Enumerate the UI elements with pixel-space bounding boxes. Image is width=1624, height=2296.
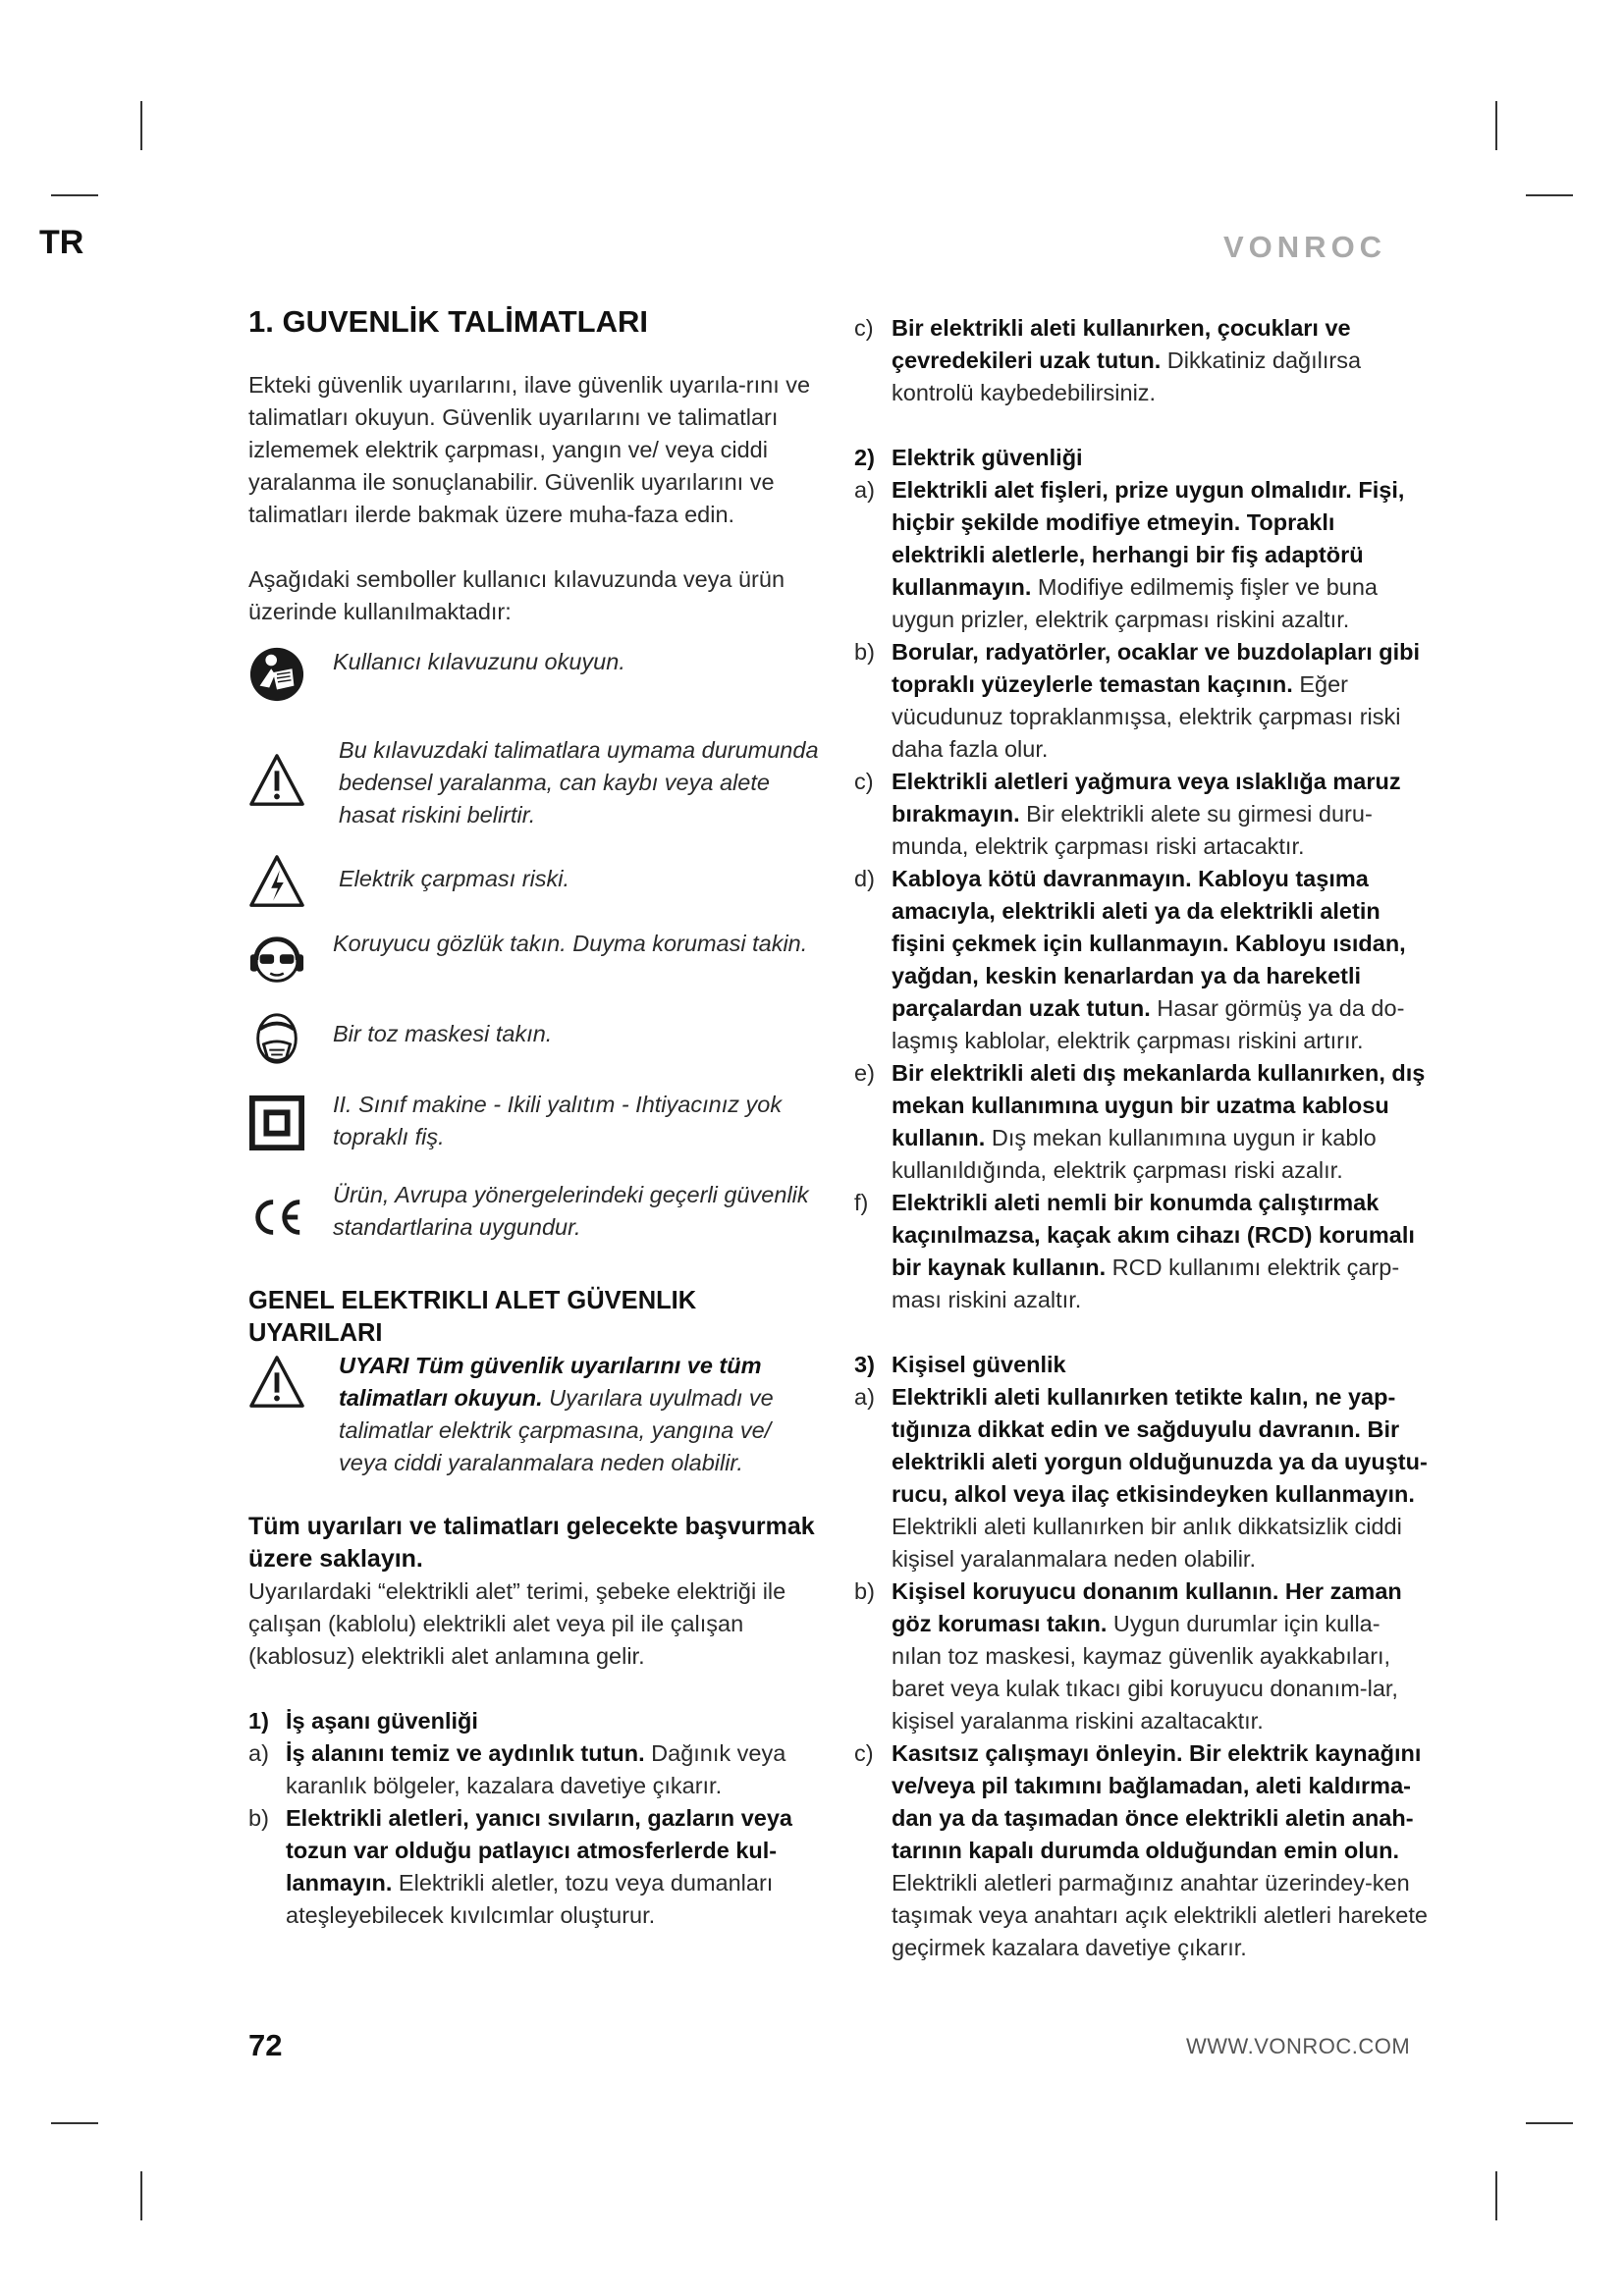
section-number: 1) [248, 1708, 269, 1734]
item-bold: Kasıtsız çalışmayı önleyin. Bir elektrik kaynağını ve/veya pil takımını bağlamadan, aleti kaldırma-dan ya da taşımadan önce elektrikli aletin anah-tarının kapalı durumda olduğundan emin olun. [892, 1740, 1422, 1863]
warning-triangle-icon [248, 1354, 305, 1411]
list-item [854, 1575, 1429, 1737]
warning-text: Uyarılara uyulmadı ve talimatlar elektrik çarpmasına, yangına ve/ veya ciddi yaralanmalara neden olabilir. [339, 1385, 774, 1475]
class-ii-icon [248, 1095, 305, 1151]
goggles-earmuffs-icon [248, 932, 305, 988]
section-heading [854, 442, 1429, 474]
warning-block [248, 1350, 823, 1479]
item-bold: Bir elektrikli aleti kullanırken, çocukları ve çevredekileri uzak tutun. [892, 315, 1351, 373]
section-heading [854, 1349, 1429, 1381]
language-code: TR [39, 224, 84, 261]
section-heading-title: Elektrik güvenliği [892, 445, 1083, 470]
symbol-row [248, 1089, 823, 1153]
keep-bold: Tüm uyarıları ve talimatları gelecekte başvurmak üzere saklayın. [248, 1513, 815, 1573]
list-item [854, 1187, 1429, 1316]
list-item [854, 636, 1429, 766]
item-label: c) [854, 769, 874, 794]
section-heading [248, 1705, 823, 1737]
section-number: 2) [854, 445, 875, 470]
item-label: b) [854, 1578, 875, 1604]
left-column [248, 294, 823, 1932]
keep-text: Uyarılardaki “elektrikli alet” terimi, şebeke elektriği ile çalışan (kablolu) elektrikli alet veya pil ile çalışan (kablosuz) elektrikli alet anlamına gelir. [248, 1578, 786, 1669]
symbol-text: Koruyucu gözlük takın. Duyma korumasi takin. [333, 931, 808, 956]
crop-mark [1526, 194, 1573, 196]
section-number: 3) [854, 1352, 875, 1377]
item-bold: Kabloya kötü davranmayın. Kabloyu taşıma amacıyla, elektrikli aleti ya da elektrikli aletin fişini çekmek için kullanmayın. Kabloyu ısıdan, yağdan, keskin kenarlardan ya da hareketli parçalardan uzak tutun. [892, 866, 1406, 1021]
crop-mark [1495, 2171, 1497, 2220]
symbol-row [248, 1010, 823, 1067]
intro-paragraph: Ekteki güvenlik uyarılarını, ilave güvenlik uyarıla-rını ve talimatları okuyun. Güvenlik uyarılarını ve talimatları izlememek elektrik çarpması, yangın ve/ veya ciddi yaralanma ile sonuçlanabilir. Güvenlik uyarılarını ve talimatları ilerde bakmak üzere muha-faza edin. [248, 372, 811, 527]
item-text: Dikkatiniz dağılırsa kontrolü kaybedebilirsiniz. [892, 347, 1362, 405]
item-bold: İş alanını temiz ve aydınlık tutun. [286, 1740, 645, 1766]
item-label: e) [854, 1060, 875, 1086]
dust-mask-icon [248, 1010, 305, 1067]
item-bold: Elektrikli alet fişleri, prize uygun olmalıdır. Fişi, hiçbir şekilde modifiye etmeyin. Topraklı elektrikli aletlerle, herhangi bir fiş adaptörü kullanmayın. [892, 477, 1405, 600]
item-label: f) [854, 1190, 869, 1215]
page-number: 72 [248, 2028, 283, 2062]
warning-triangle-icon [248, 752, 305, 809]
crop-mark [1495, 101, 1497, 150]
item-label: a) [854, 477, 875, 503]
item-label: c) [854, 315, 874, 341]
item-bold: Kişisel koruyucu donanım kullanın. Her zaman göz koruması takın. [892, 1578, 1402, 1636]
item-bold: Elektrikli aletleri, yanıcı sıvıların, gazların veya tozun var olduğu patlayıcı atmosferlerde kul-lanmayın. [286, 1805, 792, 1896]
list-item [248, 1802, 823, 1932]
ce-mark-icon [248, 1189, 305, 1246]
item-text: Dış mekan kullanımına uygun ir kablo kullanıldığında, elektrik çarpması riski azalır. [892, 1125, 1377, 1183]
list-item [854, 474, 1429, 636]
symbol-text: Kullanıcı kılavuzunu okuyun. [333, 649, 625, 674]
item-label: a) [248, 1740, 269, 1766]
item-text: Dağınık veya karanlık bölgeler, kazalara davetiye çıkarır. [286, 1740, 786, 1798]
crop-mark [140, 2171, 142, 2220]
list-item [854, 863, 1429, 1057]
item-text: Elektrikli aletler, tozu veya dumanları ateşleyebilecek kıvılcımlar oluşturur. [286, 1870, 774, 1928]
list-item [854, 1737, 1429, 1964]
item-text: Bir elektrikli alete su girmesi duru-munda, elektrik çarpması riski artacaktır. [892, 801, 1373, 859]
symbol-text: Bu kılavuzdaki talimatlara uymama durumunda bedensel yaralanma, can kaybı veya alete hasat riskini belirtir. [339, 737, 819, 828]
list-item [854, 766, 1429, 863]
crop-mark [140, 101, 142, 150]
symbol-row [248, 1179, 823, 1246]
item-text: Elektrikli aleti kullanırken bir anlık dikkatsizlik ciddi kişisel yaralanmalara neden olabilir. [892, 1514, 1402, 1572]
section-heading-title: İş aşanı güvenliği [286, 1708, 478, 1734]
item-bold: Elektrikli aleti kullanırken tetikte kalın, ne yap-tığınıza dikkat edin ve sağduyulu davranın. Bir elektrikli aleti yorgun olduğunuzda ya da uyuştu-rucu, alkol veya ilaç etkisindeyken kullanmayın. [892, 1384, 1428, 1507]
item-label: c) [854, 1740, 874, 1766]
list-item [854, 312, 1429, 409]
item-text: Elektrikli aletleri parmağınız anahtar üzerindey-ken taşımak veya anahtarı açık elektrikli aletleri harekete geçirmek kazalara davetiye çıkarır. [892, 1870, 1428, 1960]
section-title: 1. GUVENLİK TALİMATLARI [248, 304, 648, 339]
item-text: RCD kullanımı elektrik çarp-ması riskini azaltır. [892, 1255, 1400, 1312]
item-text: Eğer vücudunuz topraklanmışsa, elektrik çarpması riski daha fazla olur. [892, 671, 1401, 762]
symbol-row [248, 853, 823, 910]
crop-mark [51, 2122, 98, 2124]
general-warnings-heading: GENEL ELEKTRIKLI ALET GÜVENLIK UYARILARI [248, 1287, 697, 1347]
read-manual-icon [248, 646, 305, 703]
item-bold: Borular, radyatörler, ocaklar ve buzdolapları gibi topraklı yüzeylerle temastan kaçının. [892, 639, 1421, 697]
symbol-text: II. Sınıf makine - Ikili yalıtım - Ihtiyacınız yok topraklı fiş. [333, 1092, 783, 1149]
warning-bold: UYARI Tüm güvenlik uyarılarını ve tüm talimatları okuyun. [339, 1353, 762, 1411]
list-item [854, 1057, 1429, 1187]
right-column [854, 312, 1429, 1964]
section-heading-title: Kişisel güvenlik [892, 1352, 1066, 1377]
symbol-text: Elektrik çarpması riski. [339, 866, 570, 891]
item-label: d) [854, 866, 875, 891]
symbol-row [248, 734, 823, 831]
crop-mark [51, 194, 98, 196]
item-text: Hasar görmüş ya da do-laşmış kablolar, elektrik çarpması riskini artırır. [892, 995, 1405, 1053]
brand-logo: VONROC [1223, 230, 1387, 264]
symbol-row [248, 928, 823, 988]
item-label: a) [854, 1384, 875, 1410]
electric-shock-icon [248, 853, 305, 910]
item-text: Modifiye edilmemiş fişler ve buna uygun prizler, elektrik çarpması riskini azaltır. [892, 574, 1378, 632]
footer-url[interactable]: WWW.VONROC.COM [1186, 2034, 1411, 2058]
crop-mark [1526, 2122, 1573, 2124]
item-text: Uygun durumlar için kulla-nılan toz maskesi, kaymaz güvenlik ayakkabıları, baret veya kulak tıkacı gibi koruyucu donanım-lar, kişisel yaralanma riskini azaltacaktır. [892, 1611, 1398, 1734]
symbol-text: Bir toz maskesi takın. [333, 1021, 553, 1046]
list-item [248, 1737, 823, 1802]
item-label: b) [248, 1805, 269, 1831]
symbol-row [248, 646, 823, 703]
list-item [854, 1381, 1429, 1575]
symbols-intro: Aşağıdaki semboller kullanıcı kılavuzunda veya ürün üzerinde kullanılmaktadır: [248, 566, 785, 624]
item-label: b) [854, 639, 875, 665]
item-bold: Bir elektrikli aleti dış mekanlarda kullanırken, dış mekan kullanımına uygun bir uzatma kablosu kullanın. [892, 1060, 1426, 1150]
item-bold: Elektrikli aleti nemli bir konumda çalıştırmak kaçınılmazsa, kaçak akım cihazı (RCD) korumalı bir kaynak kullanın. [892, 1190, 1415, 1280]
keep-paragraph [248, 1511, 823, 1673]
symbol-text: Ürün, Avrupa yönergelerindeki geçerli güvenlik standartlarina uygundur. [333, 1182, 809, 1240]
item-bold: Elektrikli aletleri yağmura veya ıslaklığa maruz bırakmayın. [892, 769, 1401, 827]
